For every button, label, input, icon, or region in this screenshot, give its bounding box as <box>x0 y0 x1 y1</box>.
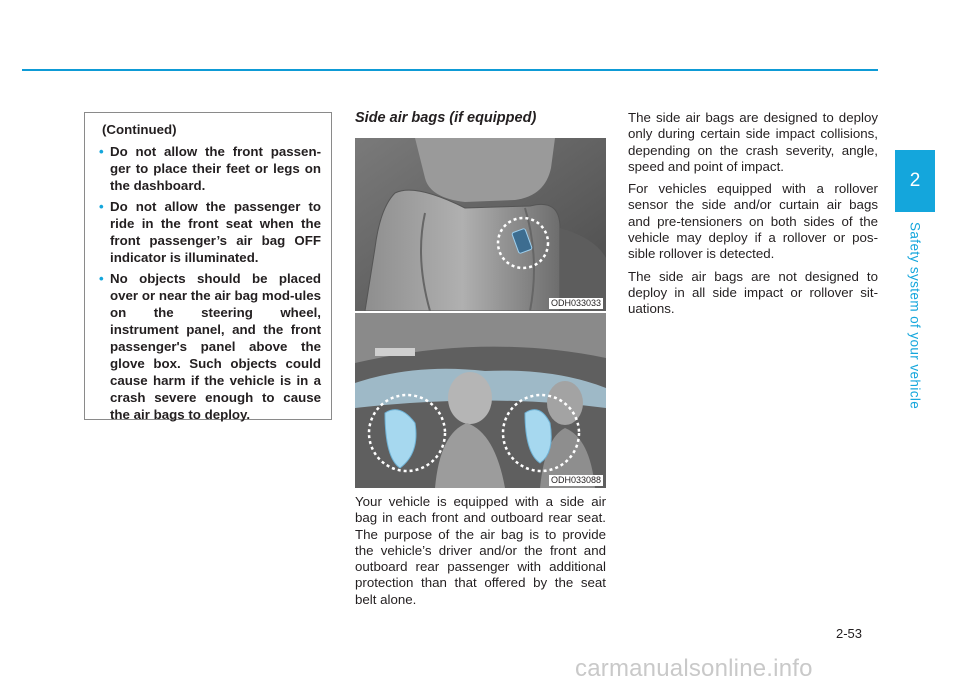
chapter-number: 2 <box>909 170 921 191</box>
paragraph: The side air bags are not designed to deploy in all side impact or rollover sit-uations. <box>628 268 878 317</box>
page-number: 2-53 <box>836 626 863 641</box>
figure-code: ODH033088 <box>550 475 601 485</box>
right-column <box>628 110 878 324</box>
chapter-title: Safety system of your vehicle <box>907 222 923 410</box>
paragraph: The side air bags are designed to deploy only during certain side impact collisions, depending on the crash severity, angle, speed and point of impact. <box>628 110 878 174</box>
bullet-icon: • <box>99 199 104 214</box>
caution-item-text: Do not allow the passenger to ride in the front seat when the front passenger’s air bag OFF indicator is illuminated. <box>110 199 321 265</box>
seat-illustration-svg <box>355 138 606 311</box>
header-rule <box>22 69 878 71</box>
continued-label: (Continued) <box>102 122 177 137</box>
section-heading: Side air bags (if equipped) <box>355 110 537 126</box>
caution-box <box>84 112 332 420</box>
caution-list <box>95 143 321 423</box>
bullet-icon: • <box>99 144 104 159</box>
seat-airbag-illustration <box>355 138 606 311</box>
paragraph: For vehicles equipped with a rollover sensor the side and/or curtain air bags and pre-tensioners on both sides of the vehicle may deploy if a rollover or pos-sible rollover is detected. <box>628 181 878 262</box>
caution-item-text: Do not allow the front passen-ger to place their feet or legs on the dashboard. <box>110 144 321 193</box>
figure-code: ODH033033 <box>550 298 601 308</box>
section-body: Your vehicle is equipped with a side air bag in each front and outboard rear seat. The purpose of the air bag is to provide the vehicle’s driver and/or the front and outboard rear passenger with additional protection than that offered by the seat belt alone. <box>355 494 606 607</box>
caution-item <box>95 270 321 423</box>
caution-item <box>95 143 321 194</box>
caution-item <box>95 198 321 266</box>
deployment-illustration-svg <box>355 313 606 488</box>
chapter-number-tab <box>895 150 935 212</box>
deployed-airbag-illustration <box>355 313 606 488</box>
watermark: carmanualsonline.info <box>575 655 813 682</box>
bullet-icon: • <box>99 271 104 286</box>
caution-item-text: No objects should be placed over or near the air bag mod-ules on the steering wheel, instrument panel, and the front passenger's panel above the glove box. Such objects could cause harm if the vehicle is in a crash severe enough to cause the air bags to deploy. <box>110 271 321 422</box>
